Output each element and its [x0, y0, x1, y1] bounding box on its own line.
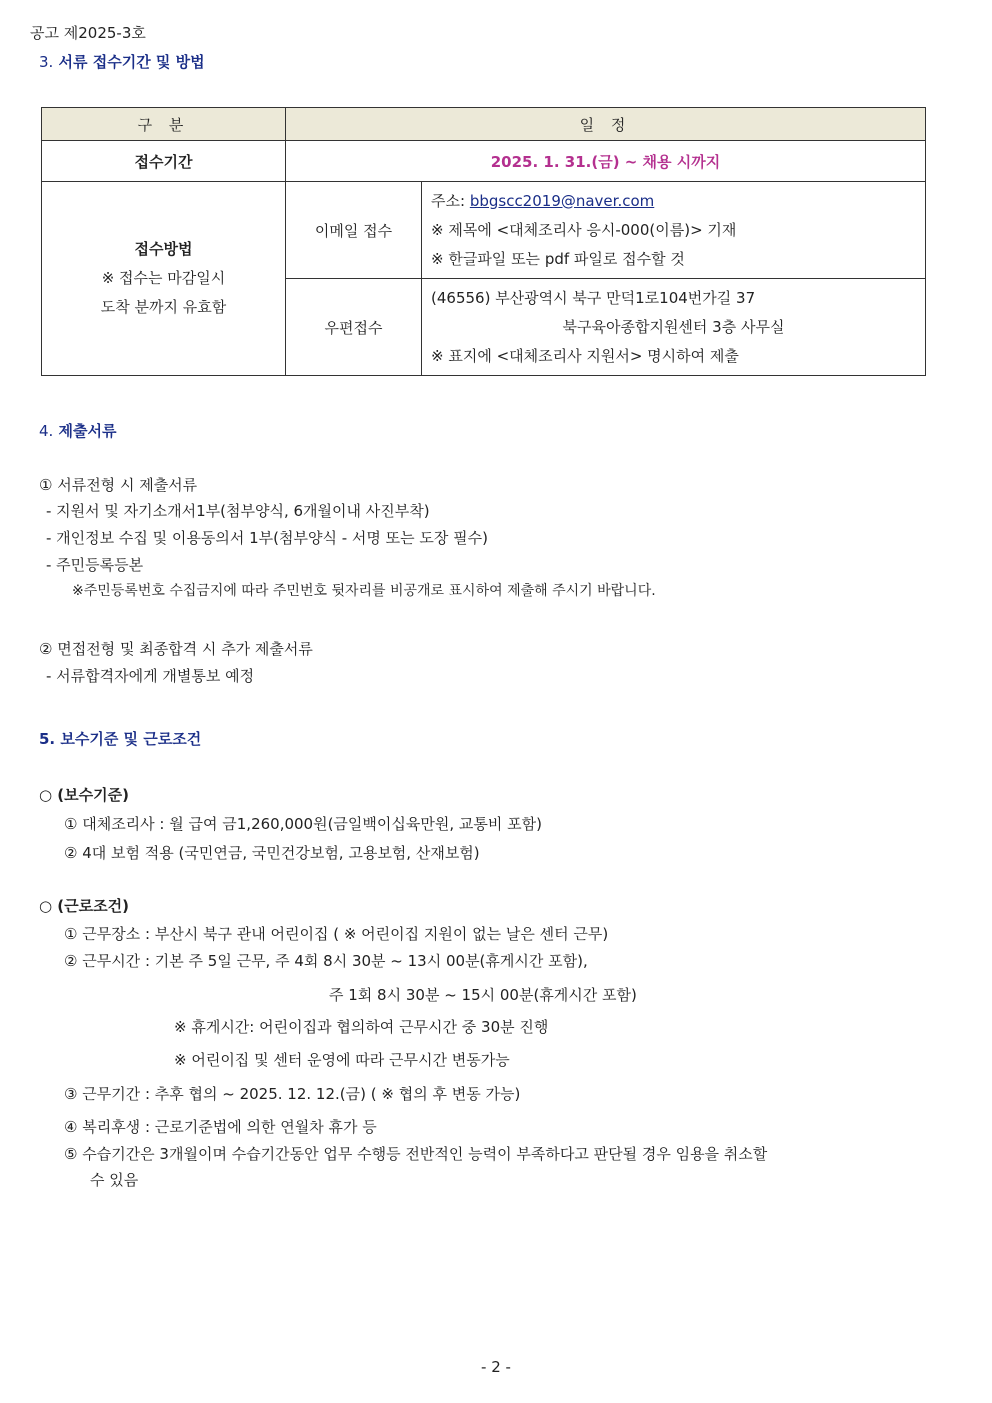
notice-number: 공고 제2025-3호	[30, 24, 146, 42]
table-header-row	[42, 108, 926, 141]
email-row	[42, 182, 926, 279]
docs-item2-title: ② 면접전형 및 최종합격 시 추가 제출서류	[39, 640, 313, 658]
header-schedule: 일 정	[286, 108, 926, 141]
section4-heading	[39, 420, 117, 441]
work-hours-second: 주 1회 8시 30분 ~ 15시 00분(휴게시간 포함)	[329, 986, 637, 1004]
hours-change-note: ※ 어린이집 및 센터 운영에 따라 근무시간 변동가능	[174, 1051, 510, 1069]
post-office: 북구육아종합지원센터 3층 사무실	[562, 317, 785, 336]
docs-item1-line: - 지원서 및 자기소개서1부(첨부양식, 6개월이내 사진부착)	[46, 502, 430, 520]
section3-number: 3.	[39, 53, 54, 71]
section4-title: 제출서류	[58, 422, 117, 440]
submission-schedule-table	[41, 107, 926, 376]
docs-item1-line: - 개인정보 수집 및 이용동의서 1부(첨부양식 - 서명 또는 도장 필수)	[46, 529, 489, 547]
section5-heading	[39, 728, 201, 749]
resident-number-note: ※주민등록번호 수집금지에 따라 주민번호 뒷자리를 비공개로 표시하여 제출해 주시기 바랍니다.	[72, 583, 656, 599]
work-period: ③ 근무기간 : 추후 협의 ~ 2025. 12. 12.(금) ( ※ 협의 후 변동 가능)	[64, 1085, 521, 1103]
section5-title: 보수기준 및 근로조건	[60, 730, 202, 748]
work-place: ① 근무장소 : 부산시 북구 관내 어린이집 ( ※ 어린이집 지원이 없는 날은 센터 근무)	[64, 925, 609, 943]
post-label: 우편접수	[286, 279, 422, 376]
post-cover-note: ※ 표지에 <대체조리사 지원서> 명시하여 제출	[431, 346, 739, 365]
method-note-1: ※ 접수는 마감일시	[101, 269, 226, 287]
break-time-note: ※ 휴게시간: 어린이집과 협의하여 근무시간 중 30분 진행	[174, 1018, 549, 1036]
work-hours: ② 근무시간 : 기본 주 5일 근무, 주 4회 8시 30분 ~ 13시 00분(휴게시간 포함),	[64, 952, 588, 970]
post-address: (46556) 부산광역시 북구 만덕1로104번가길 37	[431, 288, 756, 307]
pay-standard-title: ○ (보수기준)	[39, 786, 129, 804]
post-detail	[422, 279, 926, 376]
method-cell	[42, 182, 286, 376]
period-value: 2025. 1. 31.(금) ~ 채용 시까지	[286, 141, 926, 182]
email-address-line	[431, 187, 925, 216]
email-detail	[422, 182, 926, 279]
pay-item: ① 대체조리사 : 월 급여 금1,260,000원(금일백이십육만원, 교통비 포함)	[64, 815, 542, 833]
email-link[interactable]: bbgscc2019@naver.com	[469, 191, 655, 210]
pay-item: ② 4대 보험 적용 (국민연금, 국민건강보험, 고용보험, 산재보험)	[64, 844, 480, 862]
section4-number: 4.	[39, 422, 54, 440]
email-label: 이메일 접수	[286, 182, 422, 279]
section3-heading	[39, 51, 205, 72]
email-format-note: ※ 한글파일 또는 pdf 파일로 접수할 것	[431, 249, 685, 268]
docs-item2-line: - 서류합격자에게 개별통보 예정	[46, 667, 255, 685]
header-category: 구 분	[42, 108, 286, 141]
welfare: ④ 복리후생 : 근로기준법에 의한 연월차 휴가 등	[64, 1118, 377, 1136]
period-row	[42, 141, 926, 182]
page-number: - 2 -	[481, 1358, 511, 1376]
probation-line1: ⑤ 수습기간은 3개월이며 수습기간동안 업무 수행등 전반적인 능력이 부족하다고 판단될 경우 임용을 취소할	[64, 1145, 768, 1163]
docs-item1-title: ① 서류전형 시 제출서류	[39, 476, 198, 494]
docs-item1-line: - 주민등록등본	[46, 556, 144, 574]
period-label: 접수기간	[42, 141, 286, 182]
method-note-2: 도착 분까지 유효함	[100, 298, 227, 316]
section3-title: 서류 접수기간 및 방법	[58, 53, 205, 71]
method-label: 접수방법	[134, 240, 193, 258]
work-conditions-title: ○ (근로조건)	[39, 897, 129, 915]
email-prefix: 주소:	[431, 191, 470, 210]
email-subject-note: ※ 제목에 <대체조리사 응시-000(이름)> 기재	[431, 220, 737, 239]
probation-line2: 수 있음	[90, 1171, 139, 1189]
section5-number: 5.	[39, 730, 56, 748]
